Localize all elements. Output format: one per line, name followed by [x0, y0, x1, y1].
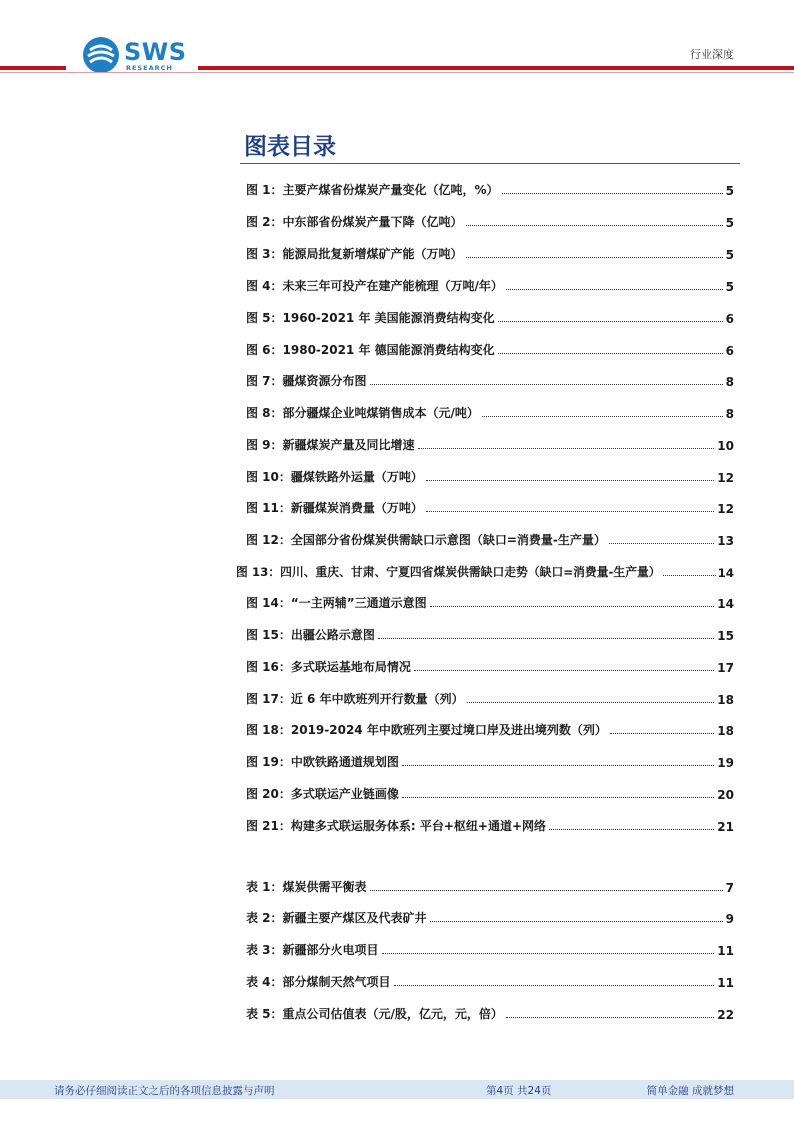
leader-dots — [663, 574, 716, 576]
entry-page: 5 — [725, 184, 734, 198]
entry-label: 图 6：1980-2021 年 德国能源消费结构变化 — [246, 343, 495, 357]
toc-entry-figure[interactable] — [240, 178, 734, 198]
toc-entry-figure[interactable] — [240, 369, 734, 389]
entry-label: 图 2：中东部省份煤炭产量下降（亿吨） — [246, 215, 463, 229]
entry-label: 图 9：新疆煤炭产量及同比增速 — [246, 438, 415, 452]
entry-label: 图 12：全国部分省份煤炭供需缺口示意图（缺口=消费量-生产量） — [246, 533, 606, 547]
toc-entry-figure[interactable] — [240, 210, 734, 230]
leader-dots — [610, 732, 714, 734]
entry-label: 图 15：出疆公路示意图 — [246, 628, 375, 642]
leader-dots — [418, 447, 715, 449]
toc-entry-figure[interactable] — [240, 750, 734, 770]
brand-name: SWS — [124, 38, 187, 66]
toc-entry-figure[interactable] — [240, 814, 734, 834]
leader-dots — [506, 1016, 714, 1018]
toc-entry-table[interactable] — [240, 875, 734, 895]
entry-label: 表 3：新疆部分火电项目 — [246, 943, 379, 957]
entry-page: 8 — [725, 407, 734, 421]
entry-label: 图 10：疆煤铁路外运量（万吨） — [246, 470, 423, 484]
leader-dots — [426, 510, 714, 512]
entry-label: 图 4：未来三年可投产在建产能梳理（万吨/年） — [246, 279, 503, 293]
toc-entry-figure[interactable] — [240, 655, 734, 675]
footer-page-info: 第4页 共24页 — [486, 1085, 552, 1097]
toc-entry-table[interactable] — [240, 970, 734, 990]
title-divider — [240, 163, 740, 164]
footer-disclaimer: 请务必仔细阅读正文之后的各项信息披露与声明 — [54, 1085, 275, 1097]
entry-page: 13 — [717, 534, 734, 548]
leader-dots — [402, 764, 714, 766]
entry-label: 表 5：重点公司估值表（元/股，亿元，元，倍） — [246, 1007, 503, 1021]
leader-dots — [382, 952, 715, 954]
leader-dots — [414, 669, 714, 671]
leader-dots — [378, 637, 714, 639]
entry-label: 图 16：多式联运基地布局情况 — [246, 660, 411, 674]
header-thin-rule — [0, 72, 794, 73]
entry-page: 11 — [717, 944, 734, 958]
toc-title: 图表目录 — [244, 134, 336, 160]
leader-dots — [466, 256, 723, 258]
entry-page: 14 — [717, 597, 734, 611]
sws-logo-icon — [82, 36, 120, 74]
entry-page: 6 — [725, 312, 734, 326]
entry-page: 15 — [717, 629, 734, 643]
entry-label: 图 11：新疆煤炭消费量（万吨） — [246, 501, 423, 515]
toc-entry-figure[interactable] — [240, 687, 734, 707]
entry-label: 表 1：煤炭供需平衡表 — [246, 880, 367, 894]
entry-label: 图 5：1960-2021 年 美国能源消费结构变化 — [246, 311, 495, 325]
leader-dots — [426, 479, 714, 481]
leader-dots — [467, 701, 715, 703]
leader-dots — [430, 920, 723, 922]
entry-label: 图 3：能源局批复新增煤矿产能（万吨） — [246, 247, 463, 261]
leader-dots — [466, 224, 723, 226]
entry-page: 6 — [725, 344, 734, 358]
toc-entry-table[interactable] — [240, 1002, 734, 1022]
toc-entry-figure[interactable] — [240, 242, 734, 262]
entry-page: 5 — [725, 216, 734, 230]
toc-entry-figure[interactable] — [240, 718, 734, 738]
toc-entry-figure[interactable] — [240, 306, 734, 326]
header-rule-left — [0, 66, 66, 70]
entry-page: 18 — [717, 724, 734, 738]
company-logo — [82, 36, 192, 76]
entry-page: 22 — [717, 1008, 734, 1022]
entry-page: 12 — [717, 502, 734, 516]
entry-label: 图 20：多式联运产业链画像 — [246, 787, 399, 801]
leader-dots — [502, 192, 723, 194]
entry-page: 11 — [717, 976, 734, 990]
toc-entry-figure[interactable] — [240, 623, 734, 643]
leader-dots — [609, 542, 714, 544]
leader-dots — [370, 889, 723, 891]
toc-entry-figure[interactable] — [240, 338, 734, 358]
leader-dots — [394, 984, 715, 986]
entry-label: 图 19：中欧铁路通道规划图 — [246, 755, 399, 769]
entry-page: 17 — [717, 661, 734, 675]
leader-dots — [549, 828, 714, 830]
entry-label: 图 21：构建多式联运服务体系: 平台+枢纽+通道+网络 — [246, 819, 547, 833]
toc-entry-figure[interactable] — [240, 528, 734, 548]
footer-slogan: 简单金融 成就梦想 — [646, 1085, 734, 1097]
entry-page: 9 — [725, 912, 734, 926]
toc-entry-figure[interactable] — [236, 560, 734, 580]
entry-page: 5 — [725, 248, 734, 262]
brand-subtitle: RESEARCH — [126, 64, 173, 72]
entry-label: 图 8：部分疆煤企业吨煤销售成本（元/吨） — [246, 406, 479, 420]
entry-page: 21 — [717, 820, 734, 834]
toc-entry-figure[interactable] — [240, 401, 734, 421]
toc-entry-figure[interactable] — [240, 782, 734, 802]
leader-dots — [498, 320, 723, 322]
entry-label: 表 2：新疆主要产煤区及代表矿井 — [246, 911, 427, 925]
entry-page: 20 — [717, 788, 734, 802]
entry-page: 5 — [725, 280, 734, 294]
toc-entry-figure[interactable] — [240, 433, 734, 453]
entry-label: 图 17：近 6 年中欧班列开行数量（列） — [246, 692, 464, 706]
leader-dots — [498, 352, 723, 354]
toc-entry-figure[interactable] — [240, 274, 734, 294]
leader-dots — [370, 383, 723, 385]
entry-label: 图 7：疆煤资源分布图 — [246, 374, 367, 388]
entry-page: 8 — [725, 375, 734, 389]
leader-dots — [506, 288, 723, 290]
header-rule-right — [198, 66, 794, 70]
report-type-tag: 行业深度 — [690, 48, 734, 61]
entry-page: 7 — [725, 881, 734, 895]
toc-entry-figure[interactable] — [240, 465, 734, 485]
entry-label: 表 4：部分煤制天然气项目 — [246, 975, 391, 989]
entry-label: 图 14：“一主两辅”三通道示意图 — [246, 596, 427, 610]
toc-entry-table[interactable] — [240, 906, 734, 926]
entry-page: 10 — [717, 439, 734, 453]
toc-entry-figure[interactable] — [240, 591, 734, 611]
entry-page: 12 — [717, 471, 734, 485]
entry-label: 图 1：主要产煤省份煤炭产量变化（亿吨，%） — [246, 183, 499, 197]
leader-dots — [482, 415, 723, 417]
toc-entry-figure[interactable] — [240, 496, 734, 516]
entry-label: 图 18：2019-2024 年中欧班列主要过境口岸及进出境列数（列） — [246, 723, 607, 737]
entry-label: 图 13：四川、重庆、甘肃、宁夏四省煤炭供需缺口走势（缺口=消费量-生产量） — [236, 565, 661, 579]
entry-page: 14 — [717, 566, 734, 580]
entry-page: 19 — [717, 756, 734, 770]
entry-page: 18 — [717, 693, 734, 707]
leader-dots — [430, 605, 715, 607]
leader-dots — [402, 796, 714, 798]
toc-entry-table[interactable] — [240, 938, 734, 958]
